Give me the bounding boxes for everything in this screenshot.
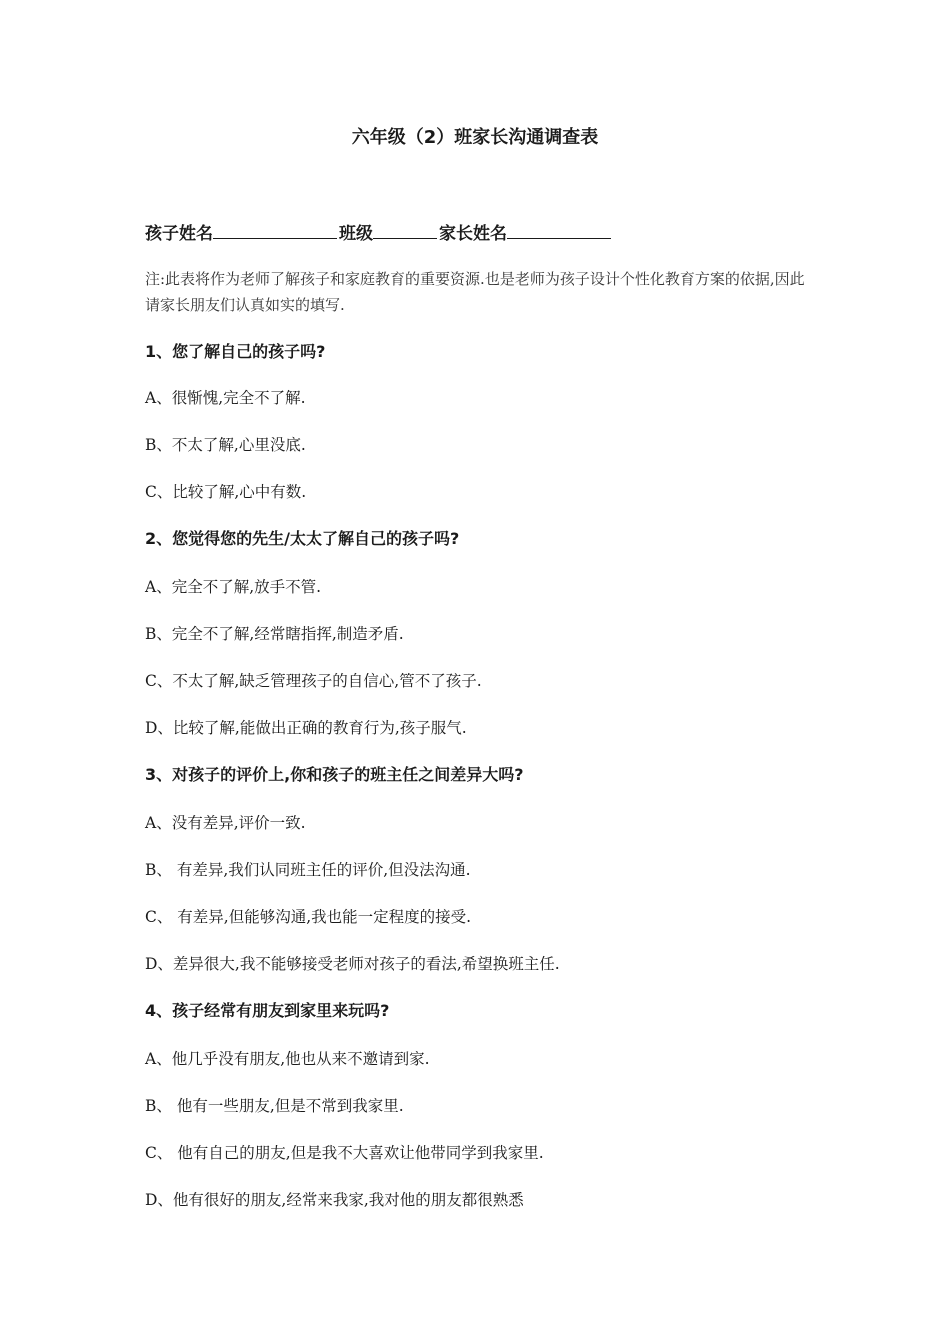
question-2: 2、您觉得您的先生/太太了解自己的孩子吗?: [145, 529, 460, 548]
question-3: 3、对孩子的评价上,你和孩子的班主任之间差异大吗?: [145, 765, 524, 784]
question-1-option-a: A、很惭愧,完全不了解.: [145, 389, 306, 407]
question-4-option-a: A、他几乎没有朋友,他也从来不邀请到家.: [145, 1050, 430, 1068]
class-label: 班级: [339, 224, 373, 244]
child-name-label: 孩子姓名: [145, 224, 213, 244]
child-name-blank: [213, 220, 337, 239]
parent-name-label: 家长姓名: [439, 224, 507, 244]
class-blank: [373, 220, 437, 239]
question-3-option-a: A、没有差异,评价一致.: [145, 814, 306, 832]
question-1-option-b: B、不太了解,心里没底.: [145, 436, 306, 454]
question-4-option-d: D、他有很好的朋友,经常来我家,我对他的朋友都很熟悉: [145, 1191, 524, 1209]
question-2-option-a: A、完全不了解,放手不管.: [145, 578, 322, 596]
info-line: [145, 220, 613, 246]
question-1: 1、您了解自己的孩子吗?: [145, 342, 326, 361]
page-title: 六年级（2）班家长沟通调查表: [351, 127, 599, 148]
question-2-option-c: C、不太了解,缺乏管理孩子的自信心,管不了孩子.: [145, 672, 482, 690]
parent-name-blank: [507, 220, 611, 239]
question-3-option-c: C、 有差异,但能够沟通,我也能一定程度的接受.: [145, 908, 472, 926]
question-2-option-b: B、完全不了解,经常瞎指挥,制造矛盾.: [145, 625, 404, 643]
question-4-option-b: B、 他有一些朋友,但是不常到我家里.: [145, 1097, 404, 1115]
question-3-option-b: B、 有差异,我们认同班主任的评价,但没法沟通.: [145, 861, 471, 879]
question-1-option-c: C、比较了解,心中有数.: [145, 483, 307, 501]
question-3-option-d: D、差异很大,我不能够接受老师对孩子的看法,希望换班主任.: [145, 955, 560, 973]
question-4-option-c: C、 他有自己的朋友,但是我不大喜欢让他带同学到我家里.: [145, 1144, 544, 1162]
question-2-option-d: D、比较了解,能做出正确的教育行为,孩子服气.: [145, 719, 467, 737]
instruction-note: 注:此表将作为老师了解孩子和家庭教育的重要资源.也是老师为孩子设计个性化教育方案的依据,因此请家长朋友们认真如实的填写.: [145, 270, 805, 314]
question-4: 4、孩子经常有朋友到家里来玩吗?: [145, 1001, 390, 1020]
